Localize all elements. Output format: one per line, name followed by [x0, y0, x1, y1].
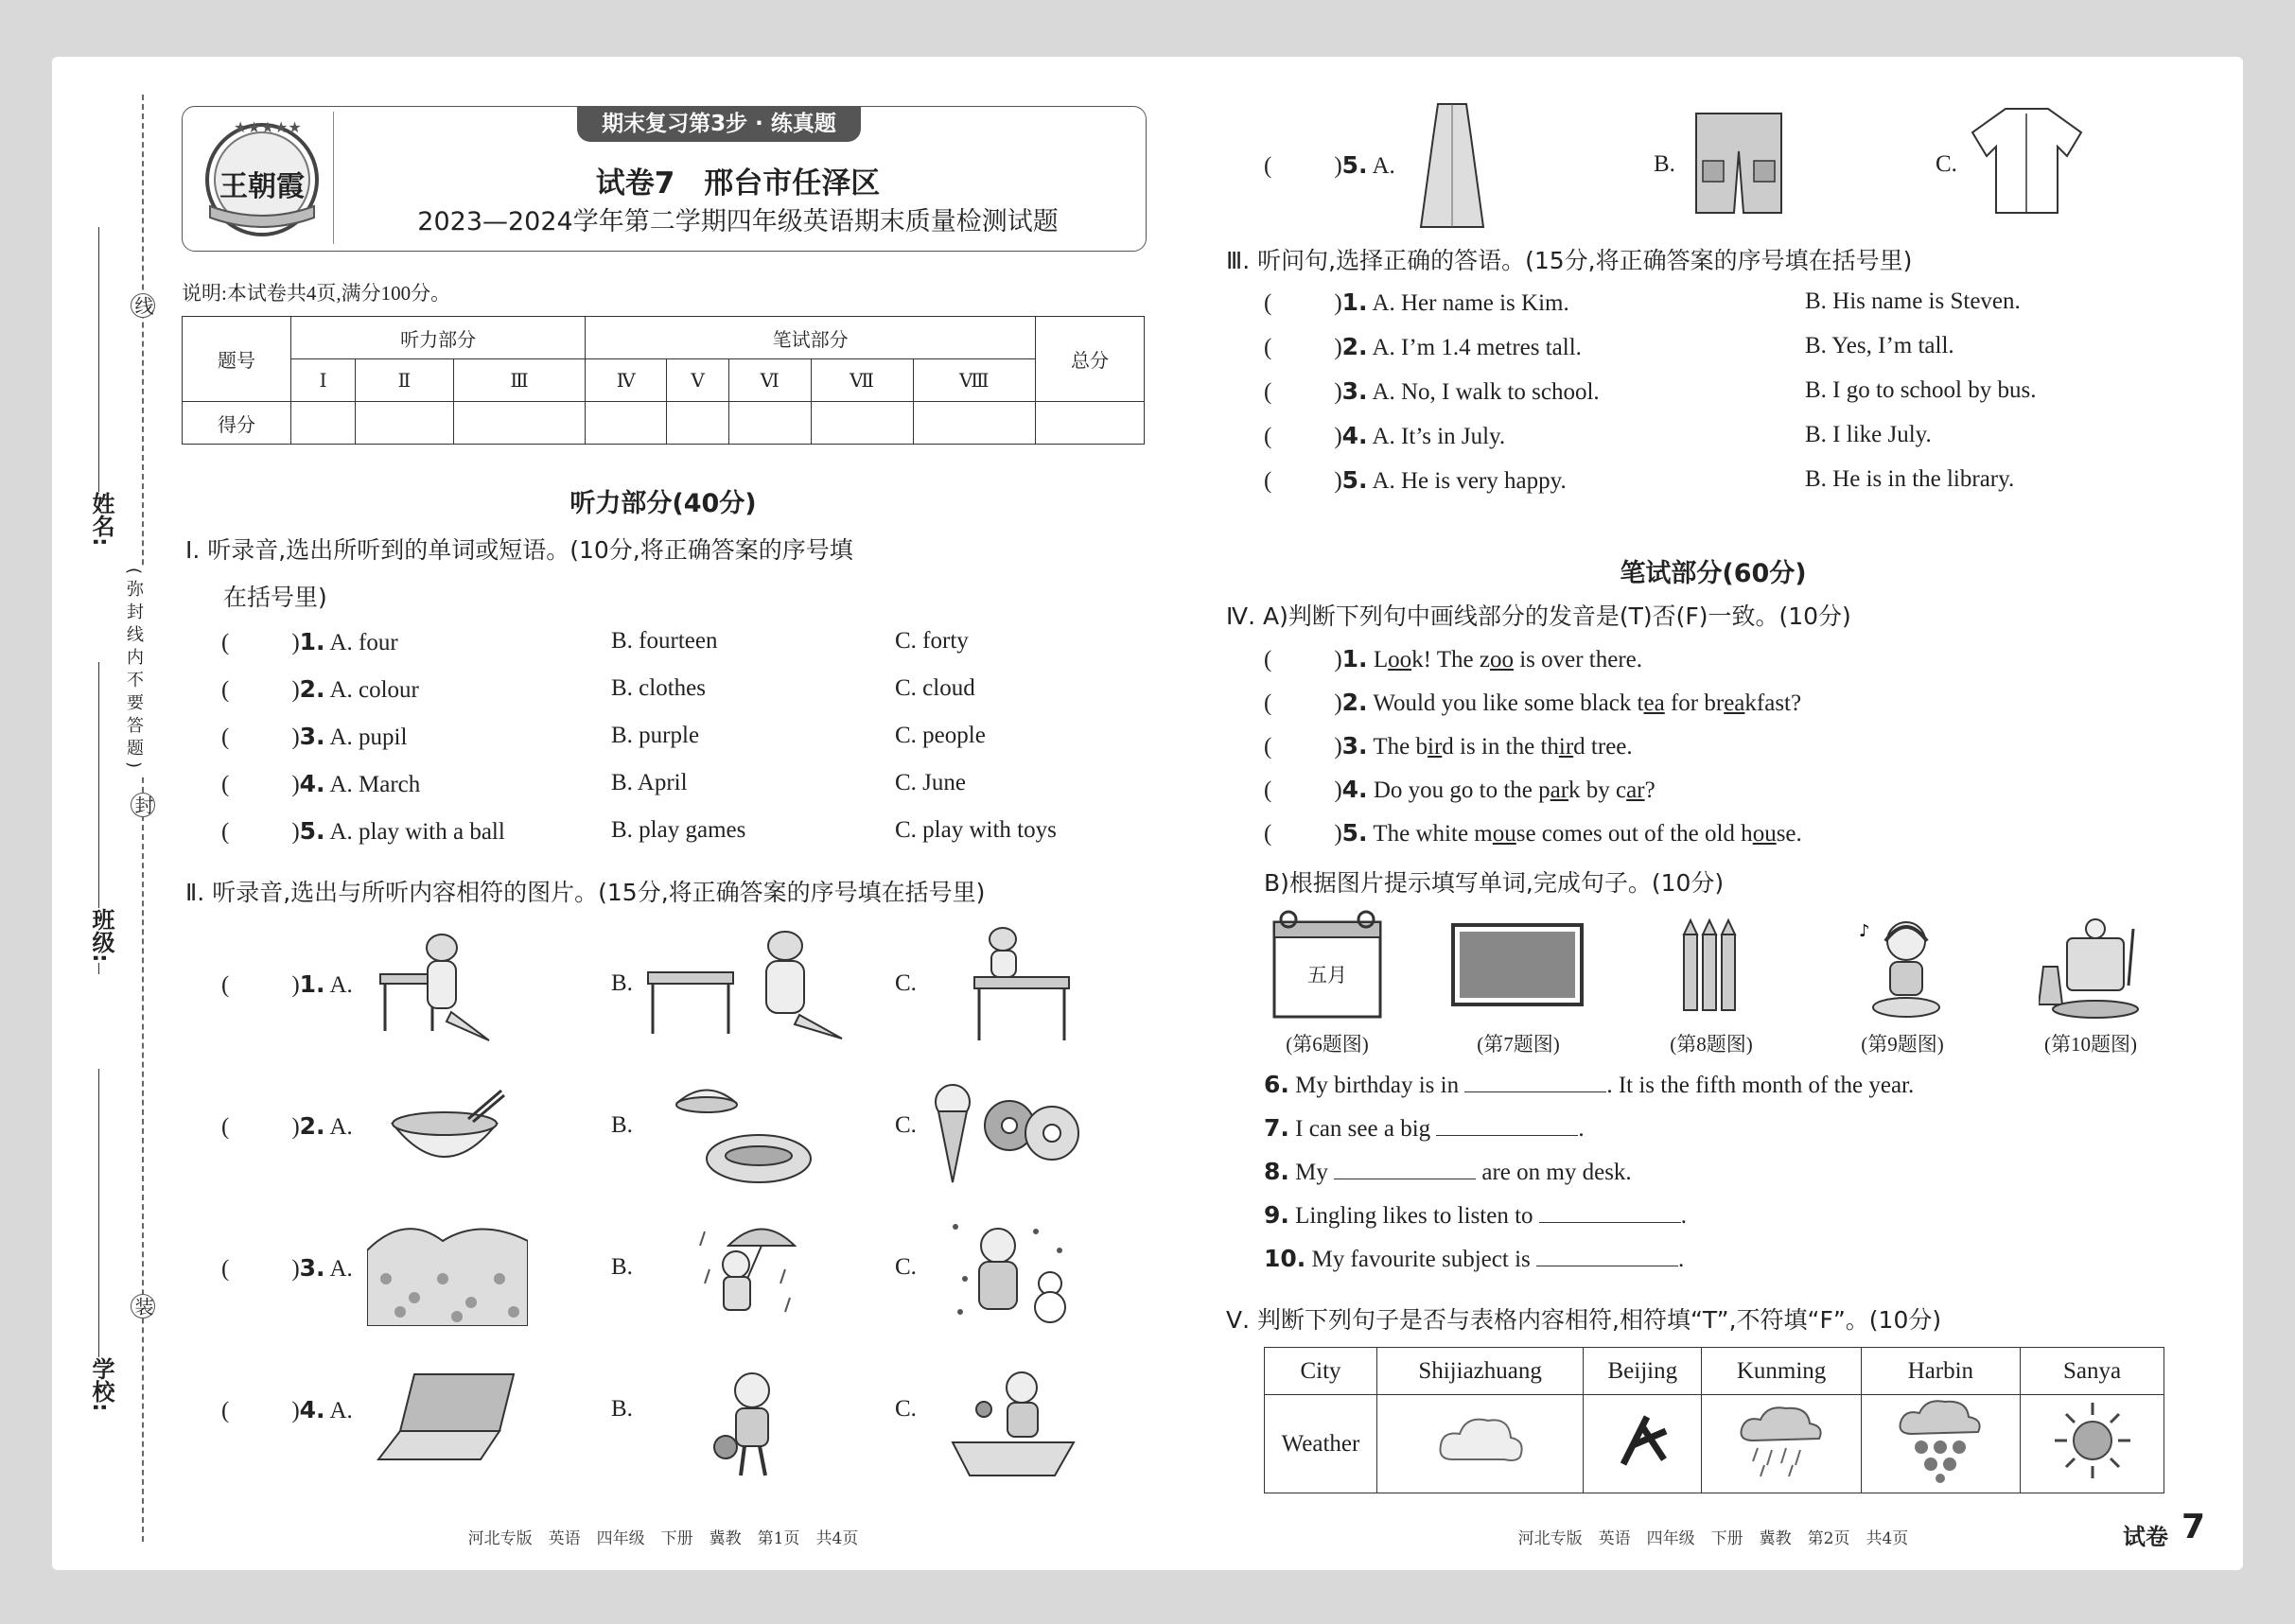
- city-harbin: Harbin: [1861, 1348, 2020, 1395]
- no-answer-notice: (弥封线内不要答题): [121, 568, 146, 774]
- fill-blank[interactable]: [1436, 1114, 1578, 1136]
- sec4a-q2: ( )2. Would you like some black tea for breakfast?: [1264, 689, 1802, 716]
- weather-cell-kunming: [1702, 1395, 1861, 1493]
- col-listening: 听力部分: [291, 317, 586, 359]
- fill-blank[interactable]: [1334, 1158, 1476, 1179]
- sec3-q1-b: B. His name is Steven.: [1805, 288, 2021, 314]
- review-banner: 期末复习第3步 · 练真题: [577, 106, 861, 142]
- sec2-q5-b: B.: [1654, 151, 1675, 177]
- roman-8: Ⅷ: [913, 359, 1035, 402]
- sec1-title2: 在括号里): [223, 584, 327, 611]
- girl-pingpong-image: [951, 1367, 1083, 1480]
- cloudy-icon: [1433, 1407, 1528, 1474]
- footer-right: 河北专版 英语 四年级 下册 冀教 第2页 共4页: [1517, 1529, 1909, 1548]
- sec2-q4: ( )4. A.: [221, 1396, 353, 1423]
- noodle-bowl-image: [383, 1086, 506, 1180]
- dinosaur-beside-desk-image: [643, 925, 851, 1048]
- sec1-q5-c: C. play with toys: [895, 817, 1057, 843]
- name-label: 姓名:: [85, 492, 118, 547]
- roman-4: Ⅳ: [586, 359, 667, 402]
- caption-9: (第9题图): [1861, 1033, 1944, 1056]
- sec4b-title: B)根据图片提示填写单词,完成句子。(10分): [1264, 869, 1725, 897]
- weather-cell-shijiazhuang: [1377, 1395, 1584, 1493]
- girl-music-image: [1854, 913, 1958, 1022]
- caption-8: (第8题图): [1670, 1033, 1753, 1056]
- sec5-title: Ⅴ. 判断下列句子是否与表格内容相符,相符填“T”,不符填“F”。(10分): [1226, 1306, 1942, 1334]
- exam-title: 试卷7 邢台市任泽区: [595, 166, 881, 201]
- blackboard-image: [1450, 922, 1585, 1007]
- roman-6: Ⅵ: [728, 359, 811, 402]
- weather-label: Weather: [1265, 1395, 1377, 1493]
- sec4a-title: Ⅳ. A)判断下列句中画线部分的发音是(T)否(F)一致。(10分): [1226, 602, 1851, 630]
- score-cell[interactable]: [586, 402, 667, 445]
- caption-7: (第7题图): [1477, 1033, 1560, 1056]
- sec4a-q5: ( )5. The white mouse comes out of the old house.: [1264, 819, 1802, 847]
- sec2-q5-c: C.: [1936, 151, 1957, 177]
- score-cell[interactable]: [1036, 402, 1145, 445]
- dinosaur-at-desk-image: [371, 927, 494, 1050]
- caption-10: (第10题图): [2044, 1033, 2137, 1056]
- sec1-q3: ( )3. A. pupil: [221, 723, 408, 750]
- roman-5: Ⅴ: [667, 359, 728, 402]
- sec2-q4-c: C.: [895, 1396, 917, 1422]
- sec4a-q1: ( )1. Look! The zoo is over there.: [1264, 645, 1642, 672]
- fill-blank[interactable]: [1464, 1071, 1606, 1092]
- sec1-q1-b: B. fourteen: [611, 628, 718, 654]
- sec3-q1: ( )1. A. Her name is Kim.: [1264, 288, 1569, 316]
- sec3-q3-b: B. I go to school by bus.: [1805, 377, 2037, 403]
- weather-cell-sanya: [2021, 1395, 2164, 1493]
- sec4b-q7: 7. I can see a big .: [1264, 1114, 1585, 1142]
- score-cell[interactable]: [913, 402, 1035, 445]
- rice-and-fish-image: [674, 1078, 815, 1192]
- exam-note: 说明:本试卷共4页,满分100分。: [182, 282, 451, 305]
- sec1-q1: ( )1. A. four: [221, 628, 398, 655]
- col-writing: 笔试部分: [586, 317, 1036, 359]
- weather-cell-beijing: [1584, 1395, 1702, 1493]
- sec2-q2-c: C.: [895, 1112, 917, 1138]
- bind-mark: 装: [131, 1294, 155, 1318]
- sec2-q3: ( )3. A.: [221, 1254, 353, 1282]
- sec2-q1-c: C.: [895, 970, 917, 996]
- calendar-month: 五月: [1307, 964, 1347, 987]
- sec2-q3-c: C.: [895, 1254, 917, 1280]
- roman-3: Ⅲ: [453, 359, 585, 402]
- exam-tag-number: 7: [2181, 1508, 2206, 1546]
- col-tihao: 题号: [183, 317, 291, 402]
- shirt-image: [1968, 104, 2086, 218]
- sec2-q2-b: B.: [611, 1112, 633, 1138]
- fill-blank[interactable]: [1539, 1201, 1681, 1223]
- score-table: [182, 316, 1145, 445]
- exam-subtitle: 2023—2024学年第二学期四年级英语期末质量检测试题: [417, 207, 1059, 236]
- sec4b-q9: 9. Lingling likes to listen to .: [1264, 1201, 1688, 1229]
- sec3-title: Ⅲ. 听问句,选择正确的答语。(15分,将正确答案的序号填在括号里): [1226, 247, 1913, 274]
- dinosaur-on-desk-image: [955, 922, 1078, 1050]
- snow-snowman-image: [946, 1213, 1069, 1326]
- city-beijing: Beijing: [1584, 1348, 1702, 1395]
- caption-6: (第6题图): [1286, 1033, 1369, 1056]
- score-cell[interactable]: [453, 402, 585, 445]
- rain-umbrella-image: [691, 1213, 804, 1326]
- svg-text:★★★★★: ★★★★★: [234, 118, 302, 136]
- laptop-image: [377, 1370, 518, 1464]
- sec4a-q3: ( )3. The bird is in the third tree.: [1264, 732, 1633, 760]
- boy-basketball-image: [705, 1367, 799, 1480]
- sec1-q4-b: B. April: [611, 770, 688, 795]
- sunny-icon: [2050, 1398, 2135, 1483]
- rainy-icon: [1734, 1403, 1829, 1478]
- sec4b-q6: 6. My birthday is in . It is the fifth month of the year.: [1264, 1071, 1915, 1098]
- score-cell[interactable]: [811, 402, 913, 445]
- sec2-q3-b: B.: [611, 1254, 633, 1280]
- score-cell[interactable]: [356, 402, 454, 445]
- school-label: 学校:: [85, 1357, 118, 1412]
- science-lab-image: [2039, 910, 2157, 1022]
- col-total: 总分: [1036, 317, 1145, 402]
- seal-mark: 封: [131, 793, 155, 817]
- weather-table: [1264, 1347, 2164, 1493]
- sec1-q5-b: B. play games: [611, 817, 746, 843]
- sec3-q5-b: B. He is in the library.: [1805, 466, 2015, 492]
- school-field[interactable]: [98, 1069, 99, 1400]
- sec1-q4-c: C. June: [895, 770, 966, 795]
- city-sanya: Sanya: [2021, 1348, 2164, 1395]
- listening-title: 听力部分(40分): [569, 489, 757, 518]
- roman-2: Ⅱ: [356, 359, 454, 402]
- city-kunming: Kunming: [1702, 1348, 1861, 1395]
- class-label: 班级:: [85, 908, 118, 963]
- score-cell[interactable]: [291, 402, 356, 445]
- sec2-q4-b: B.: [611, 1396, 633, 1422]
- snowy-icon: [1893, 1398, 1988, 1483]
- weather-cell-harbin: [1861, 1395, 2020, 1493]
- shorts-image: [1691, 109, 1786, 218]
- sec1-title: Ⅰ. 听录音,选出所听到的单词或短语。(10分,将正确答案的序号填: [185, 536, 853, 564]
- sec1-q2: ( )2. A. colour: [221, 675, 419, 703]
- sec1-q5: ( )5. A. play with a ball: [221, 817, 505, 845]
- sec4b-q8: 8. My are on my desk.: [1264, 1158, 1632, 1185]
- icecream-and-donuts-image: [929, 1078, 1090, 1192]
- sec4b-q10: 10. My favourite subject is .: [1264, 1245, 1685, 1272]
- city-label: City: [1265, 1348, 1377, 1395]
- sec2-q2: ( )2. A.: [221, 1112, 353, 1140]
- sec1-q4: ( )4. A. March: [221, 770, 421, 797]
- sec3-q3: ( )3. A. No, I walk to school.: [1264, 377, 1600, 405]
- fill-blank[interactable]: [1536, 1245, 1678, 1266]
- exam-tag: 试卷: [2123, 1524, 2168, 1550]
- row-score: 得分: [183, 402, 291, 445]
- line-mark: 线: [131, 293, 155, 318]
- sec2-q5: ( )5. A.: [1264, 151, 1395, 179]
- sec2-q1-b: B.: [611, 970, 633, 996]
- sec1-q2-c: C. cloud: [895, 675, 975, 701]
- sec2-q1: ( )1. A.: [221, 970, 353, 998]
- sec1-q1-c: C. forty: [895, 628, 969, 654]
- sec3-q2-b: B. Yes, I’m tall.: [1805, 333, 1954, 358]
- sec1-q2-b: B. clothes: [611, 675, 706, 701]
- sec1-q3-c: C. people: [895, 723, 986, 748]
- crayons-image: [1679, 916, 1745, 1015]
- sec4a-q4: ( )4. Do you go to the park by car?: [1264, 776, 1656, 803]
- roman-1: Ⅰ: [291, 359, 356, 402]
- sec3-q4: ( )4. A. It’s in July.: [1264, 422, 1506, 449]
- logo-text: 王朝霞: [219, 170, 305, 203]
- roman-7: Ⅶ: [811, 359, 913, 402]
- sec3-q5: ( )5. A. He is very happy.: [1264, 466, 1567, 494]
- sec3-q2: ( )2. A. I’m 1.4 metres tall.: [1264, 333, 1582, 360]
- writing-title: 笔试部分(60分): [1620, 559, 1807, 588]
- score-cell[interactable]: [728, 402, 811, 445]
- score-cell[interactable]: [667, 402, 728, 445]
- footer-left: 河北专版 英语 四年级 下册 冀教 第1页 共4页: [467, 1529, 859, 1548]
- sec3-q4-b: B. I like July.: [1805, 422, 1932, 447]
- sec1-q3-b: B. purple: [611, 723, 700, 748]
- dress-image: [1419, 99, 1485, 232]
- svg-text:♪: ♪: [1859, 921, 1870, 941]
- city-shijiazhuang: Shijiazhuang: [1377, 1348, 1584, 1395]
- flower-field-image: [367, 1213, 528, 1326]
- sec2-title: Ⅱ. 听录音,选出与所听内容相符的图片。(15分,将正确答案的序号填在括号里): [185, 879, 986, 906]
- logo: [191, 112, 334, 244]
- wind-icon: [1609, 1407, 1675, 1474]
